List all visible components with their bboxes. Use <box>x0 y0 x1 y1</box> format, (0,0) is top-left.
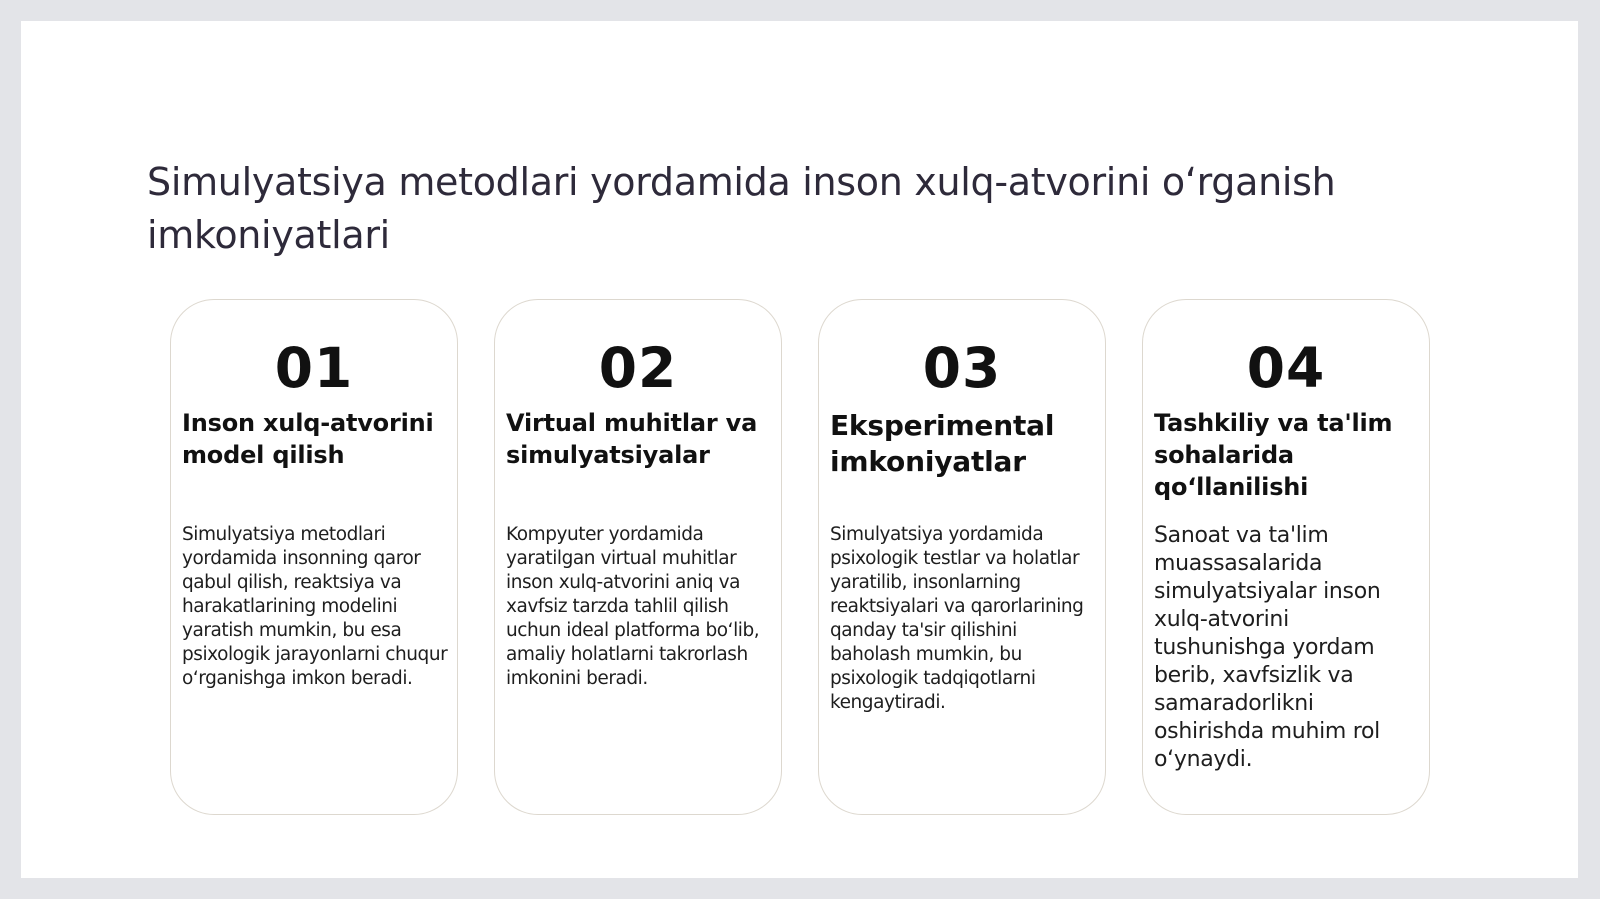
slide <box>21 21 1578 878</box>
card-heading: Virtual muhitlar va simulyatsiyalar <box>506 409 758 469</box>
card-01 <box>170 299 458 815</box>
card-number: 01 <box>274 336 354 400</box>
card-number: 02 <box>598 336 678 400</box>
card-03 <box>818 299 1106 815</box>
card-04 <box>1142 299 1430 815</box>
card-text: Sanoat va ta'lim muassasalarida simulyatsiyalar inson xulq-atvorini tushunishga yordam berib, xavfsizlik va samaradorlikni oshirishda muhim rol o‘ynaydi. <box>1154 523 1381 772</box>
card-heading: Tashkiliy va ta'lim sohalarida qo‘llanilishi <box>1154 409 1393 501</box>
card-text: Simulyatsiya yordamida psixologik testlar va holatlar yaratilib, insonlarning reaktsiyalari va qarorlarining qanday ta'sir qilishini baholash mumkin, bu psixologik tadqiqotlarni kengaytiradi. <box>830 524 1084 713</box>
card-number: 04 <box>1246 336 1326 400</box>
card-02 <box>494 299 782 815</box>
slide-title: Simulyatsiya metodlari yordamida inson xulq-atvorini o‘rganish imkoniyatlari <box>147 160 1336 257</box>
card-text: Kompyuter yordamida yaratilgan virtual muhitlar inson xulq-atvorini aniq va xavfsiz tarzda tahlil qilish uchun ideal platforma bo‘lib, amaliy holatlarni takrorlash imkonini beradi. <box>506 524 760 689</box>
card-heading: Eksperimental imkoniyatlar <box>830 409 1055 478</box>
card-heading: Inson xulq-atvorini model qilish <box>182 409 434 469</box>
card-text: Simulyatsiya metodlari yordamida insonning qaror qabul qilish, reaktsiya va harakatlarining modelini yaratish mumkin, bu esa psixologik jarayonlarni chuqur o‘rganishga imkon beradi. <box>182 524 448 689</box>
card-number: 03 <box>922 336 1002 400</box>
